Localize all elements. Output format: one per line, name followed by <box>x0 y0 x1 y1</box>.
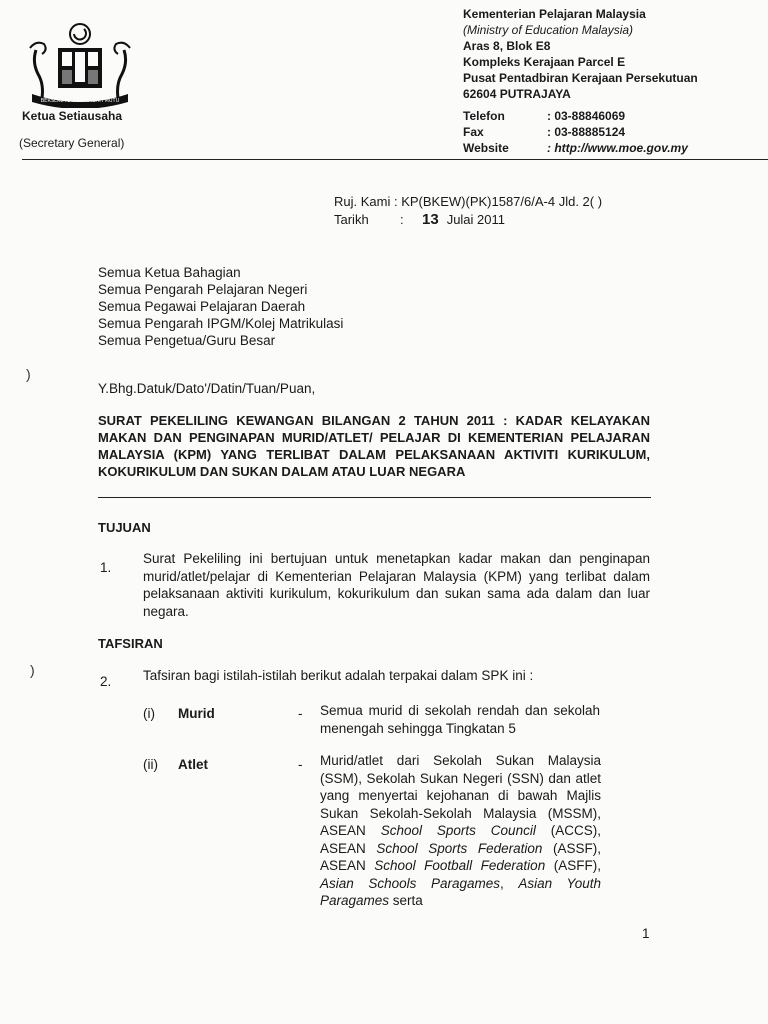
date-day: 13 <box>422 211 439 228</box>
website-label: Website <box>463 141 509 155</box>
address-line: 62604 PUTRAJAYA <box>463 87 571 101</box>
letterhead-divider <box>22 159 768 160</box>
secretary-general-title: Ketua Setiausaha <box>22 109 123 123</box>
recipients-list <box>98 264 343 349</box>
subject-underline <box>98 497 651 498</box>
heading-tafsiran: TAFSIRAN <box>98 636 163 651</box>
paragraph-number: 1. <box>100 560 112 575</box>
page-number: 1 <box>642 926 650 941</box>
margin-mark: ) <box>26 366 31 382</box>
definition-dash: - <box>298 757 303 772</box>
date-month-year: Julai 2011 <box>446 212 505 227</box>
ministry-name: Kementerian Pelajaran Malaysia <box>463 7 646 21</box>
margin-mark: ) <box>30 662 35 678</box>
contact-block <box>463 108 688 156</box>
recipient: Semua Pegawai Pelajaran Daerah <box>98 299 306 314</box>
paragraph-number: 2. <box>100 674 112 689</box>
paragraph-purpose: Surat Pekeliling ini bertujuan untuk menetapkan kadar makan dan penginapan murid/atlet/pelajar di Kementerian Pelajaran Malaysia (KPM) yang terlibat dalam pelaksanaan aktiviti kurikulum, kokurikulum dan sukan sama ada dalam dan luar negara. <box>143 551 650 619</box>
address-line: Kompleks Kerajaan Parcel E <box>463 55 626 69</box>
paragraph-interpretation: Tafsiran bagi istilah-istilah berikut adalah terpakai dalam SPK ini : <box>143 668 534 683</box>
recipient: Semua Pengarah Pelajaran Negeri <box>98 282 308 297</box>
definition-number: (i) <box>143 706 155 721</box>
definition-text: Semua murid di sekolah rendah dan sekolah menengah sehingga Tingkatan 5 <box>320 703 600 736</box>
secretary-general-title-en: (Secretary General) <box>19 136 125 150</box>
heading-tujuan: TUJUAN <box>98 520 151 535</box>
fax-value: : 03-88885124 <box>547 125 626 139</box>
definition-number: (ii) <box>143 757 158 772</box>
address-line: Aras 8, Blok E8 <box>463 39 551 53</box>
recipient: Semua Pengarah IPGM/Kolej Matrikulasi <box>98 316 344 331</box>
date-label: Tarikh <box>334 212 369 227</box>
definition-dash: - <box>298 706 303 721</box>
ref-value: : KP(BKEW)(PK)1587/6/A-4 Jld. 2( ) <box>393 194 603 209</box>
circular-subject: SURAT PEKELILING KEWANGAN BILANGAN 2 TAHUN 2011 : KADAR KELAYAKAN MAKAN DAN PENGINAPAN MURID/ATLET/ PELAJAR DI KEMENTERIAN PELAJARAN MALAYSIA (KPM) YANG TERLIBAT DALAM PELAKSANAAN AKTIVITI KURIKULUM, KOKURIKULUM DAN SUKAN DALAM ATAU LUAR NEGARA <box>98 413 650 479</box>
recipient: Semua Pengetua/Guru Besar <box>98 333 276 348</box>
date-colon: : <box>400 212 404 227</box>
website-value: : http://www.moe.gov.my <box>547 141 688 155</box>
phone-value: : 03-88846069 <box>547 109 626 123</box>
ministry-address-block <box>463 6 698 102</box>
ministry-name-en: (Ministry of Education Malaysia) <box>463 23 634 37</box>
definition-text: Murid/atlet dari Sekolah Sukan Malaysia (SSM), Sekolah Sukan Negeri (SSN) dan atlet yang menyertai kejohanan di bawah Majlis Sukan Sekolah-Sekolah Malaysia (MSSM), ASEAN School Sports Council (ACCS), ASEAN School Sports Federation (ASSF), ASEAN School Football Federation (ASFF), Asian Schools Paragames, Asian Youth Paragames serta <box>320 753 601 908</box>
definition-term: Atlet <box>178 757 208 772</box>
crest-motto: BERSEKUTU BERTAMBAH MUTU <box>40 98 120 104</box>
salutation: Y.Bhg.Datuk/Dato'/Datin/Tuan/Puan, <box>98 381 316 396</box>
phone-label: Telefon <box>463 109 505 123</box>
reference-block <box>334 193 602 229</box>
ref-label: Ruj. Kami <box>334 194 391 209</box>
recipient: Semua Ketua Bahagian <box>98 265 241 280</box>
fax-label: Fax <box>463 125 484 139</box>
address-line: Pusat Pentadbiran Kerajaan Persekutuan <box>463 71 698 85</box>
definition-term: Murid <box>178 706 215 721</box>
coat-of-arms-logo <box>22 20 138 108</box>
